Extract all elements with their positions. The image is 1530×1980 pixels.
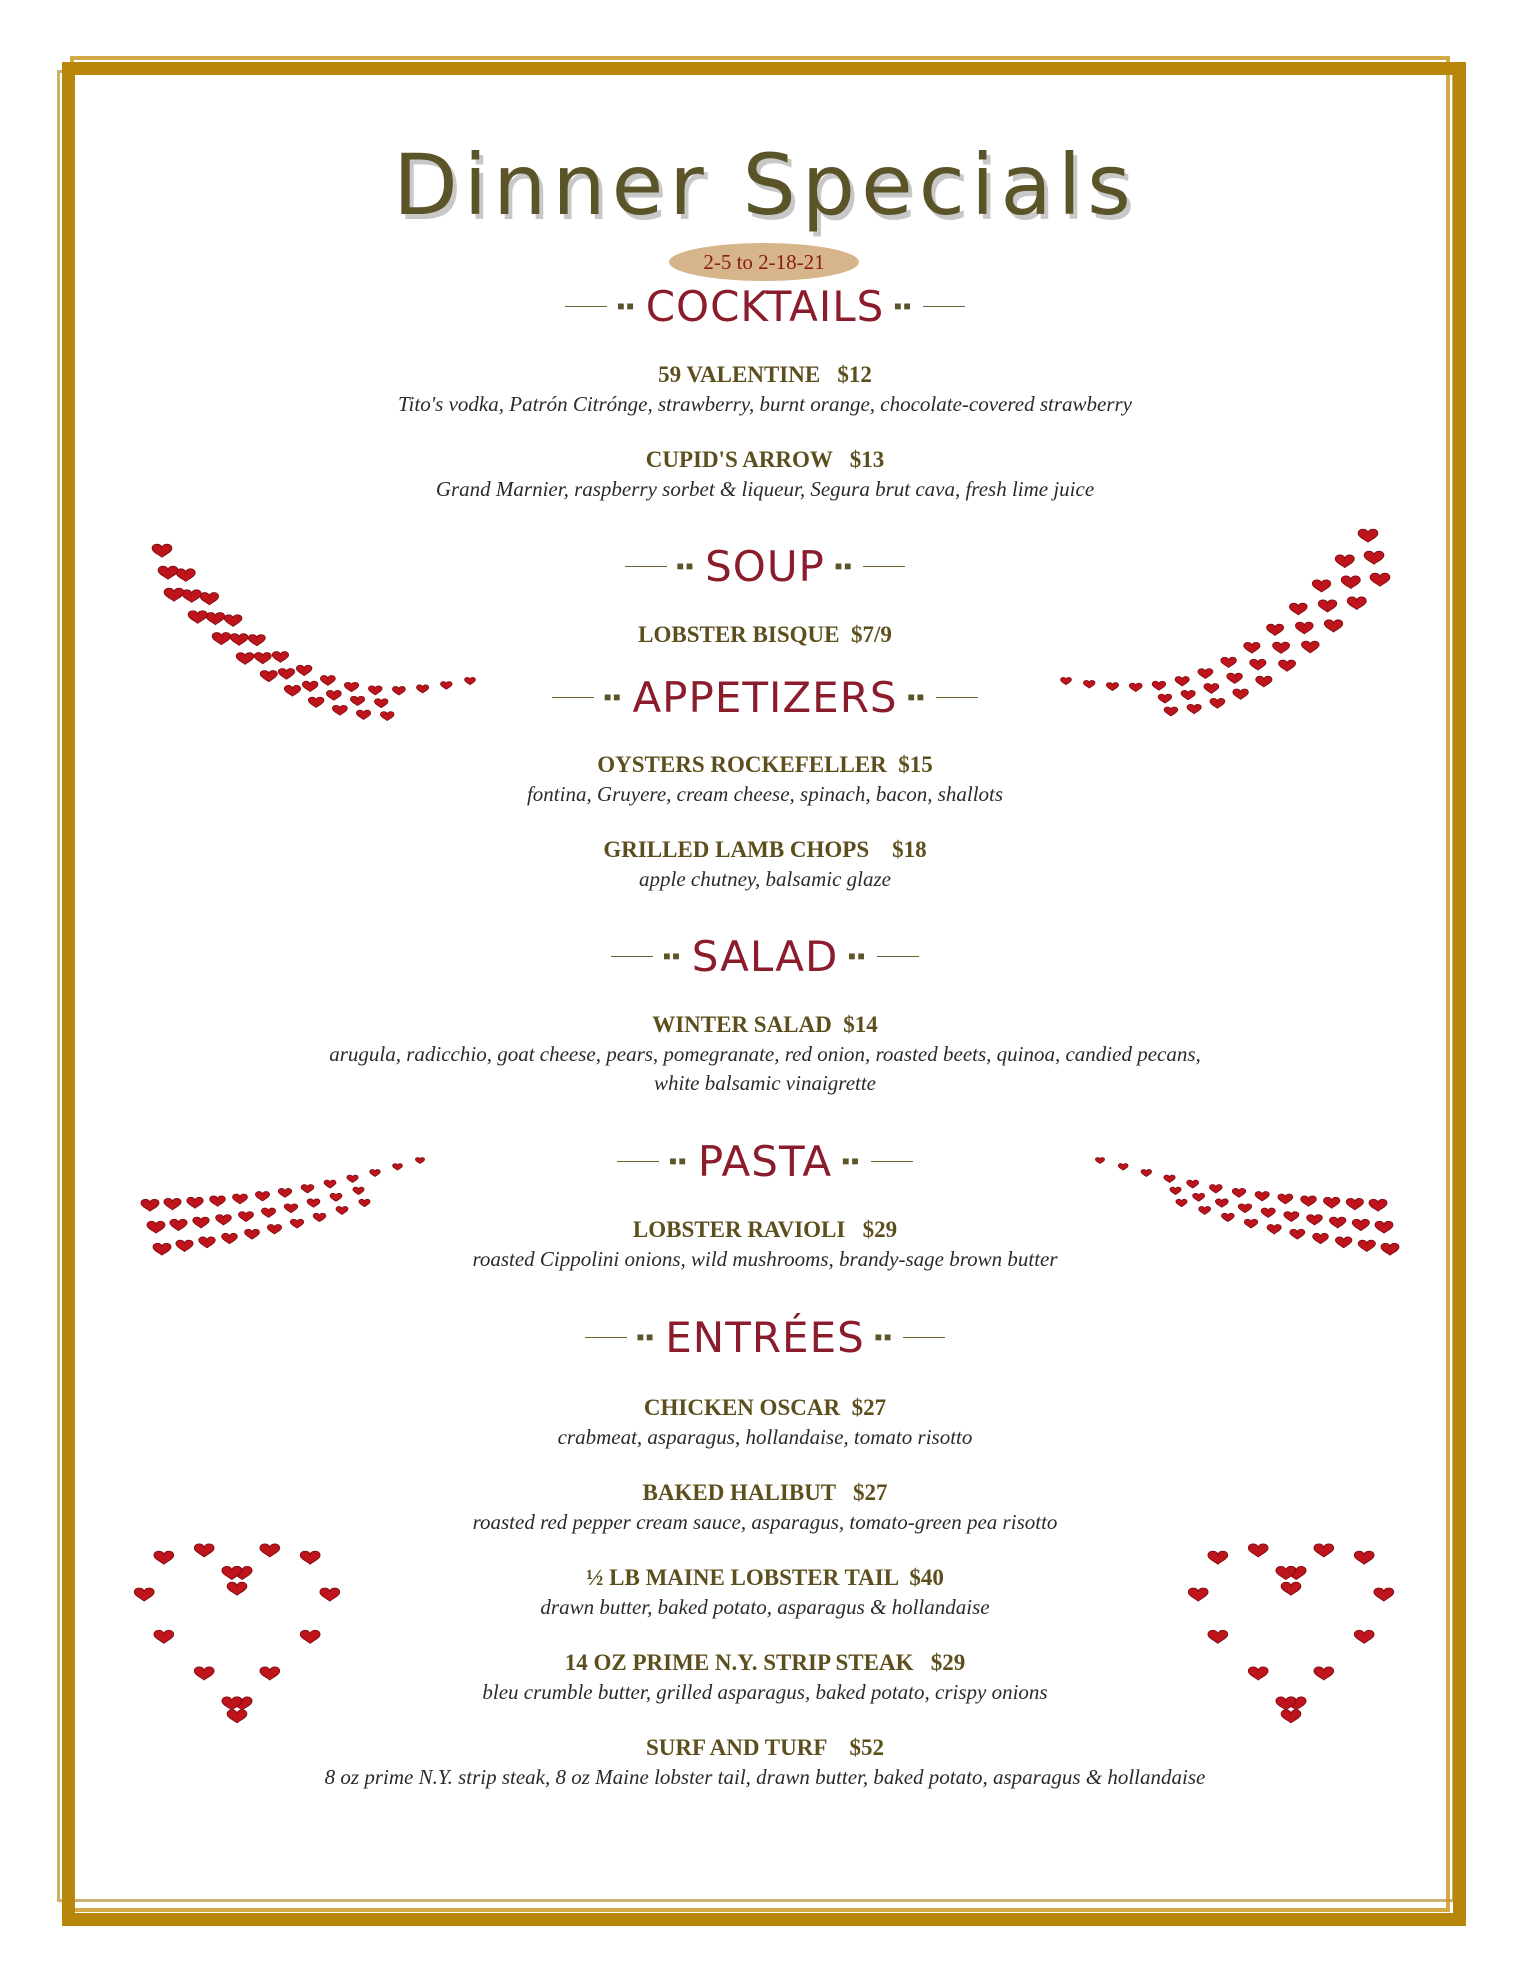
item-description: apple chutney, balsamic glaze bbox=[639, 867, 891, 891]
rule bbox=[863, 566, 905, 568]
bullet-squares-icon: ■■ bbox=[894, 299, 913, 313]
rule bbox=[611, 956, 653, 958]
section-label: APPETIZERS bbox=[632, 673, 898, 722]
menu-item bbox=[0, 447, 1530, 504]
section-heading-soup bbox=[0, 542, 1530, 591]
item-name: 14 OZ PRIME N.Y. STRIP STEAK $29 bbox=[564, 1650, 966, 1675]
rule bbox=[877, 956, 919, 958]
bullet-squares-icon: ■■ bbox=[663, 949, 682, 963]
menu-item bbox=[0, 622, 1530, 648]
section-label: ENTRÉES bbox=[665, 1313, 865, 1362]
section-heading-cocktails bbox=[0, 282, 1530, 331]
item-description: bleu crumble butter, grilled asparagus, baked potato, crispy onions bbox=[482, 1680, 1048, 1704]
item-description: roasted Cippolini onions, wild mushrooms, brandy-sage brown butter bbox=[472, 1247, 1058, 1271]
section-heading-appetizers bbox=[0, 673, 1530, 722]
item-name: GRILLED LAMB CHOPS $18 bbox=[603, 837, 927, 862]
section-label: PASTA bbox=[697, 1137, 833, 1186]
item-name: OYSTERS ROCKEFELLER $15 bbox=[597, 752, 933, 777]
rule bbox=[585, 1337, 627, 1339]
section-heading-salad bbox=[0, 932, 1530, 981]
section-label: SALAD bbox=[691, 932, 839, 981]
bullet-squares-icon: ■■ bbox=[842, 1154, 861, 1168]
item-name: LOBSTER RAVIOLI $29 bbox=[632, 1217, 898, 1242]
section-heading-pasta bbox=[0, 1137, 1530, 1186]
rule bbox=[625, 566, 667, 568]
menu-item bbox=[0, 1650, 1530, 1707]
bullet-squares-icon: ■■ bbox=[907, 690, 927, 704]
menu-item bbox=[0, 1565, 1530, 1622]
rule bbox=[936, 697, 978, 699]
bullet-squares-icon: ■■ bbox=[669, 1154, 688, 1168]
item-name: BAKED HALIBUT $27 bbox=[642, 1480, 888, 1505]
item-name: LOBSTER BISQUE $7/9 bbox=[638, 622, 892, 647]
bullet-squares-icon: ■■ bbox=[848, 949, 867, 963]
bullet-squares-icon: ■■ bbox=[676, 559, 696, 573]
section-heading-entrees bbox=[0, 1313, 1530, 1362]
menu-item bbox=[0, 1480, 1530, 1537]
bullet-squares-icon: ■■ bbox=[834, 559, 854, 573]
page-title: Dinner Specials bbox=[393, 136, 1137, 234]
rule bbox=[923, 306, 965, 308]
item-name: 59 VALENTINE $12 bbox=[658, 362, 872, 387]
item-name: SURF AND TURF $52 bbox=[645, 1735, 885, 1760]
item-description: fontina, Gruyere, cream cheese, spinach, bacon, shallots bbox=[526, 782, 1004, 806]
item-description-line2: white balsamic vinaigrette bbox=[653, 1071, 877, 1095]
bullet-squares-icon: ■■ bbox=[617, 299, 636, 313]
bullet-squares-icon: ■■ bbox=[874, 1330, 894, 1344]
gold-frame bbox=[62, 62, 1466, 1926]
date-range-badge: 2-5 to 2-18-21 bbox=[669, 243, 859, 281]
item-description: crabmeat, asparagus, hollandaise, tomato risotto bbox=[557, 1425, 973, 1449]
bullet-squares-icon: ■■ bbox=[603, 690, 623, 704]
item-name: CUPID'S ARROW $13 bbox=[645, 447, 885, 472]
menu-item bbox=[0, 837, 1530, 894]
rule bbox=[565, 306, 607, 308]
item-name: ½ LB MAINE LOBSTER TAIL $40 bbox=[586, 1565, 944, 1590]
menu-item bbox=[0, 362, 1530, 419]
menu-item bbox=[0, 1395, 1530, 1452]
menu-item bbox=[0, 752, 1530, 809]
rule bbox=[617, 1161, 659, 1163]
item-description: arugula, radicchio, goat cheese, pears, pomegranate, red onion, roasted beets, quinoa, candied pecans, bbox=[329, 1042, 1201, 1066]
menu-item bbox=[0, 1012, 1530, 1098]
item-description: roasted red pepper cream sauce, asparagus, tomato-green pea risotto bbox=[472, 1510, 1058, 1534]
rule bbox=[903, 1337, 945, 1339]
item-description: Grand Marnier, raspberry sorbet & liqueur, Segura brut cava, fresh lime juice bbox=[435, 477, 1095, 501]
item-description: Tito's vodka, Patrón Citrónge, strawberry, burnt orange, chocolate-covered strawberry bbox=[398, 392, 1132, 416]
item-name: WINTER SALAD $14 bbox=[652, 1012, 878, 1037]
menu-item bbox=[0, 1735, 1530, 1792]
section-label: COCKTAILS bbox=[645, 282, 885, 331]
menu-item bbox=[0, 1217, 1530, 1274]
item-description: 8 oz prime N.Y. strip steak, 8 oz Maine lobster tail, drawn butter, baked potato, asparagus & hollandaise bbox=[324, 1765, 1206, 1789]
item-description: drawn butter, baked potato, asparagus & hollandaise bbox=[540, 1595, 990, 1619]
rule bbox=[552, 697, 594, 699]
item-name: CHICKEN OSCAR $27 bbox=[643, 1395, 887, 1420]
section-label: SOUP bbox=[705, 542, 825, 591]
bullet-squares-icon: ■■ bbox=[636, 1330, 656, 1344]
rule bbox=[871, 1161, 913, 1163]
